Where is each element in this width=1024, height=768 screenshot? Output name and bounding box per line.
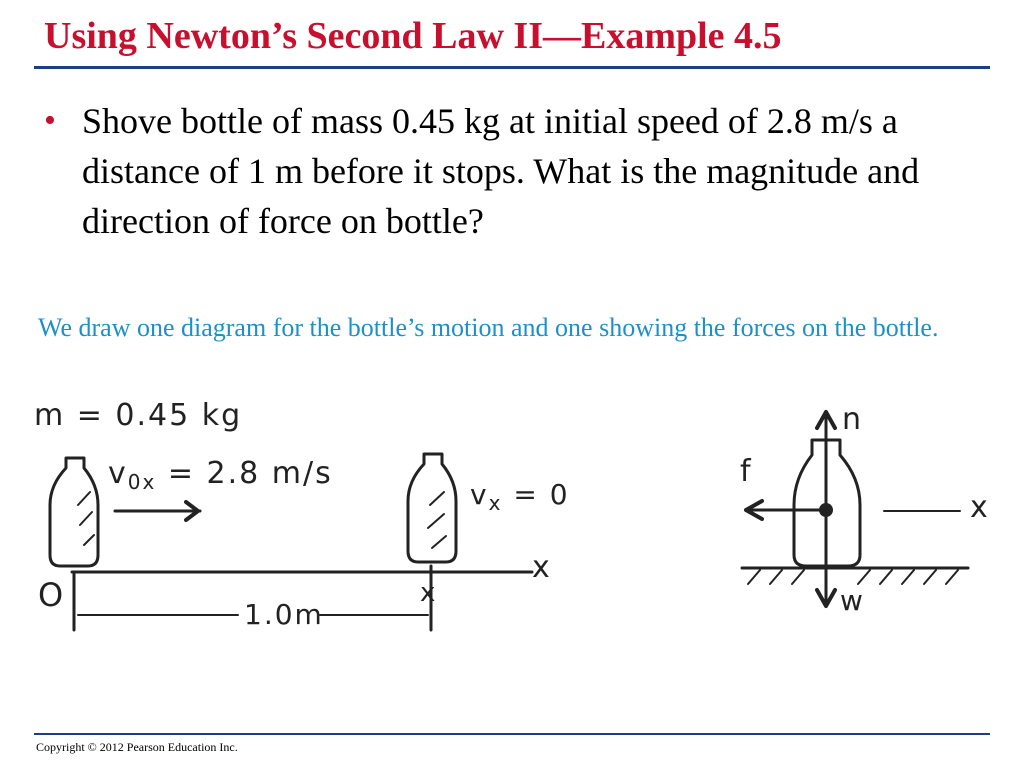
end-position-label: x xyxy=(420,578,438,608)
motion-axis-label: x xyxy=(532,550,552,585)
bullet-text: Shove bottle of mass 0.45 kg at initial speed of 2.8 m/s a distance of 1 m before it stops. What is the magnitude and direction of force on bottle? xyxy=(82,101,920,241)
v0-subscript: 0x xyxy=(127,470,157,494)
force-axis-label: x xyxy=(970,490,990,525)
origin-label: O xyxy=(38,576,66,614)
normal-force-label: n xyxy=(842,402,864,437)
vx-value: = 0 xyxy=(513,478,570,511)
footer-divider xyxy=(34,733,990,735)
friction-force-label: f xyxy=(740,454,753,489)
distance-label: 1.0m xyxy=(244,598,324,631)
vx-symbol: v xyxy=(470,478,489,511)
slide-title: Using Newton’s Second Law II—Example 4.5 xyxy=(44,15,782,57)
figure-caption: We draw one diagram for the bottle’s motion and one showing the forces on the bottle. xyxy=(38,313,939,342)
vx-subscript: x xyxy=(488,491,503,515)
weight-label: w xyxy=(840,584,865,617)
v0-value: = 2.8 m/s xyxy=(167,456,333,491)
bullet-marker: • xyxy=(44,102,56,139)
bottle-end xyxy=(408,454,456,562)
copyright-notice: Copyright © 2012 Pearson Education Inc. xyxy=(36,740,238,754)
initial-velocity-label xyxy=(108,456,333,494)
final-velocity-label xyxy=(470,478,570,515)
mass-label: m = 0.45 kg xyxy=(34,398,243,433)
v0-symbol: v xyxy=(108,456,128,491)
